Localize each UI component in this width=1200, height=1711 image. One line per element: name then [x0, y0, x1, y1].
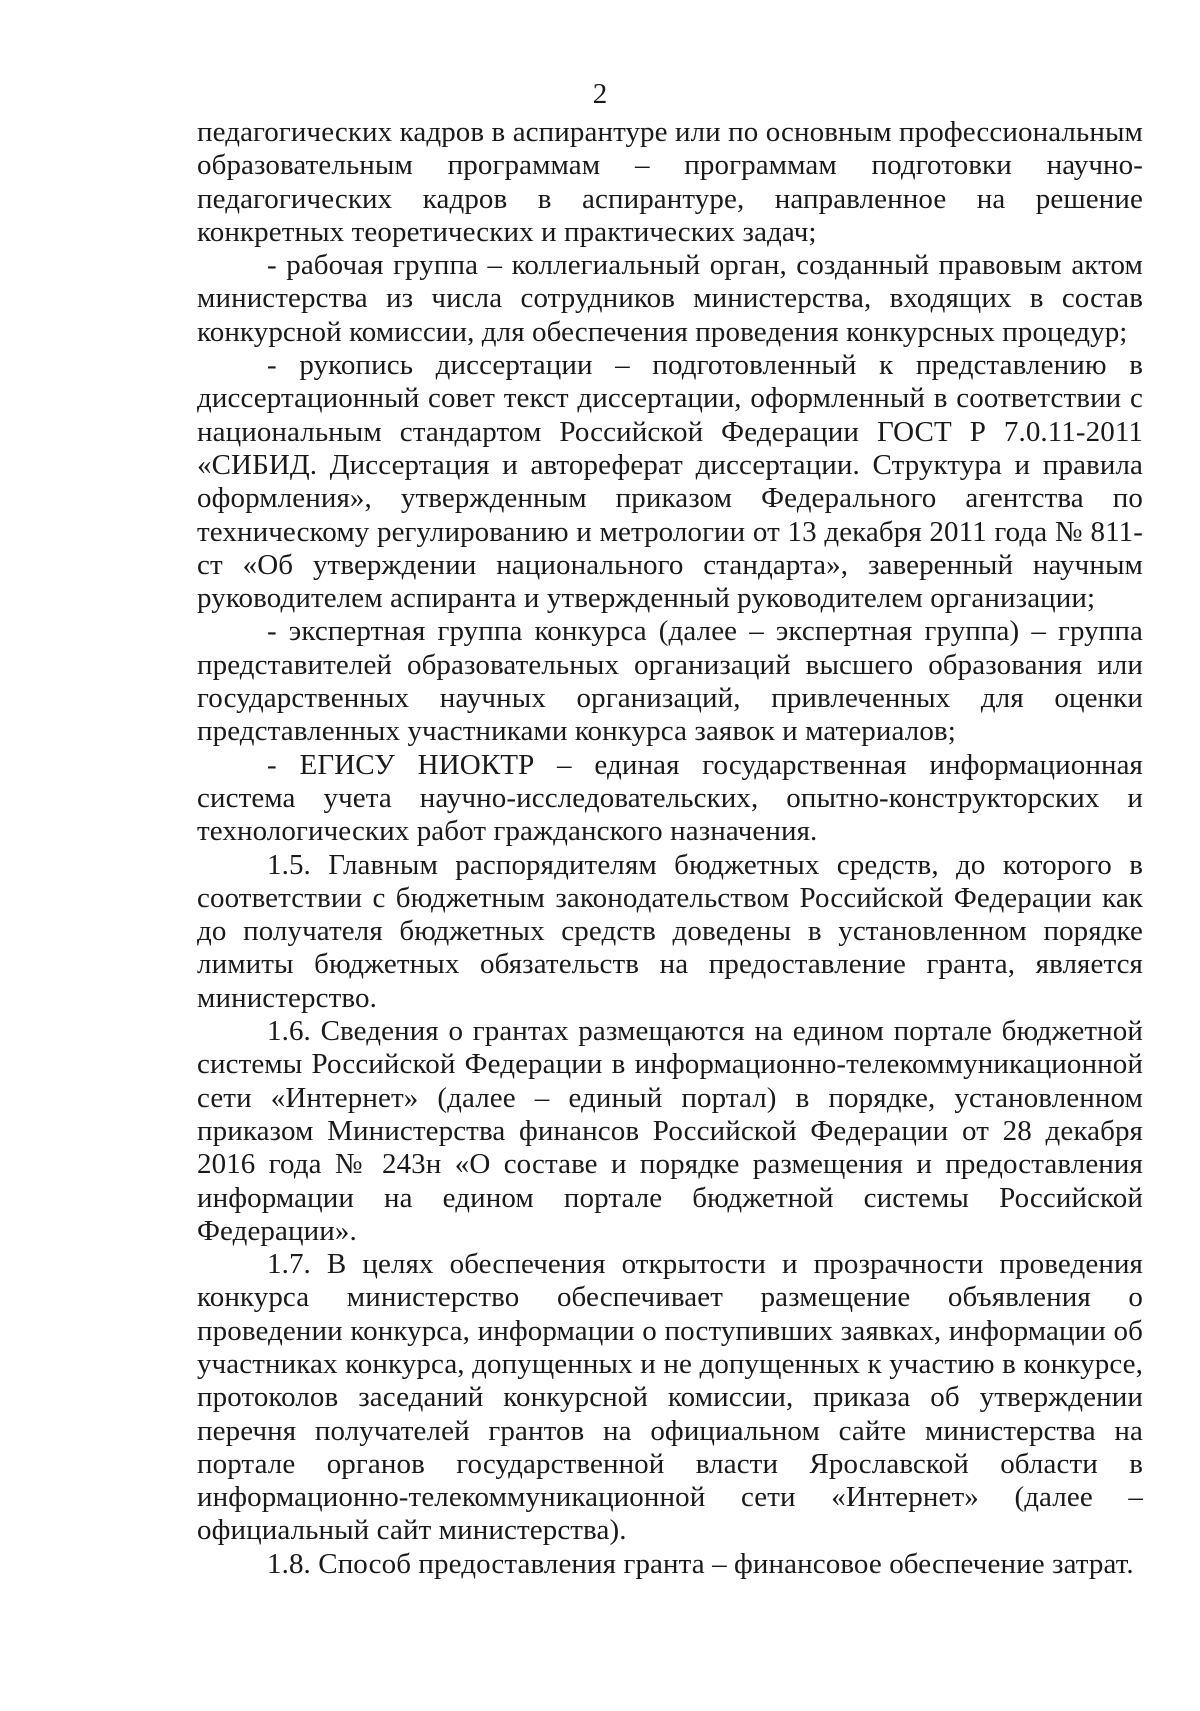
paragraph-1-6: 1.6. Сведения о грантах размещаются на едином портале бюджетной системы Российской Федерации в информационно-телекоммуникационной сети «Интернет» (далее – единый портал) в порядке, установленном приказом Министерства финансов Российской Федерации от 28 декабря 2016 года № 243н «О составе и порядке размещения и предоставления информации на едином портале бюджетной системы Российской Федерации». [197, 1015, 1143, 1247]
paragraph-dissertation-manuscript: - рукопись диссертации – подготовленный к представлению в диссертационный совет текст диссертации, оформленный в соответствии с национальным стандартом Российской Федерации ГОСТ Р 7.0.11-2011 «СИБИД. Диссертация и автореферат диссертации. Структура и правила оформления», утвержденным приказом Федерального агентства по техническому регулированию и метрологии от 13 декабря 2011 года № 811-ст «Об утверждении национального стандарта», заверенный научным руководителем аспиранта и утвержденный руководителем организации; [197, 349, 1143, 615]
paragraph-1-7: 1.7. В целях обеспечения открытости и прозрачности проведения конкурса министерство обеспечивает размещение объявления о проведении конкурса, информации о поступивших заявках, информации об участниках конкурса, допущенных и не допущенных к участию в конкурсе, протоколов заседаний конкурсной комиссии, приказа об утверждении перечня получателей грантов на официальном сайте министерства на портале органов государственной власти Ярославской области в информационно-телекоммуникационной сети «Интернет» (далее – официальный сайт министерства). [197, 1248, 1143, 1547]
paragraph-working-group: - рабочая группа – коллегиальный орган, созданный правовым актом министерства из числа сотрудников министерства, входящих в состав конкурсной комиссии, для обеспечения проведения конкурсных процедур; [197, 249, 1143, 348]
page-number: 2 [592, 78, 608, 110]
paragraph-1-8: 1.8. Способ предоставления гранта – финансовое обеспечение затрат. [267, 1547, 1134, 1580]
paragraph-egisu-nioktr: - ЕГИСУ НИОКТР – единая государственная информационная система учета научно-исследовательских, опытно-конструкторских и технологических работ гражданского назначения. [197, 748, 1143, 848]
paragraph-1-5: 1.5. Главным распорядителям бюджетных средств, до которого в соответствии с бюджетным законодательством Российской Федерации как до получателя бюджетных средств доведены в установленном порядке лимиты бюджетных обязательств на предоставление гранта, является министерство. [197, 848, 1143, 1014]
paragraph-continuation: педагогических кадров в аспирантуре или по основным профессиональным образовательным программам – программам подготовки научно-педагогических кадров в аспирантуре, направленное на решение конкретных теоретических и практических задач; [197, 116, 1143, 248]
paragraph-expert-group: - экспертная группа конкурса (далее – экспертная группа) – группа представителей образовательных организаций высшего образования или государственных научных организаций, привлеченных для оценки представленных участниками конкурса заявок и материалов; [197, 615, 1143, 748]
document-body [197, 116, 1143, 1581]
